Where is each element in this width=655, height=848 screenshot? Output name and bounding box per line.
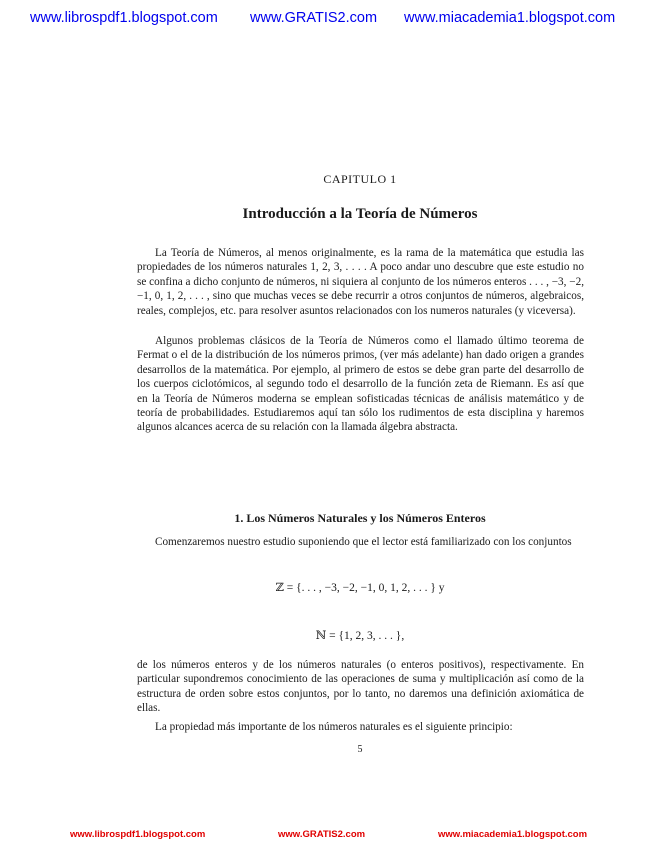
paragraph-operations: de los números enteros y de los números naturales (o enteros positivos), respectivamente. En particular supondremos conocimiento de las operaciones de suma y multiplicación así como de la estructura de orden sobre estos conjuntos, por lo tanto, no daremos una definición axiomática de ellas.: [137, 659, 584, 715]
header-link-librospdf1[interactable]: www.librospdf1.blogspot.com: [30, 10, 218, 26]
footer-link-librospdf1[interactable]: www.librospdf1.blogspot.com: [70, 829, 206, 840]
chapter-label: CAPITULO 1: [323, 172, 397, 186]
paragraph-intro: La Teoría de Números, al menos originalmente, es la rama de la matemática que estudia las propiedades de los números naturales 1, 2, 3, . . . . A poco andar uno descubre que este estudio no se confina a dicho conjunto de números, ni siquiera al conjunto de los números enteros . . . , −3, −2, −1, 0, 1, 2, . . . , sino que muchas veces se debe recurrir a otros conjuntos de números, algebraicos, reales, complejos, etc. para resolver asuntos relacionados con los numeros naturales (y viceversa).: [137, 247, 584, 317]
header-link-miacademia1[interactable]: www.miacademia1.blogspot.com: [404, 10, 616, 26]
formula-naturals: ℕ = {1, 2, 3, . . . },: [315, 630, 405, 642]
header-link-gratis2[interactable]: www.GRATIS2.com: [250, 10, 378, 26]
page-number: 5: [357, 744, 363, 755]
chapter-title: Introducción a la Teoría de Números: [242, 206, 478, 222]
formula-integers: ℤ = {. . . , −3, −2, −1, 0, 1, 2, . . . } y: [275, 582, 445, 594]
header-links: [0, 10, 655, 32]
section-title: 1. Los Números Naturales y los Números Enteros: [234, 511, 486, 525]
footer-link-miacademia1[interactable]: www.miacademia1.blogspot.com: [438, 829, 588, 840]
paragraph-problems: Algunos problemas clásicos de la Teoría de Números como el llamado último teorema de Fermat o el de la distribución de los números primos, (ver más adelante) han dado origen a grandes desarrollos de la matemática. Por ejemplo, al primero de estos se debe gran parte del desarrollo de los cuerpos ciclotómicos, al segundo todo el desarrollo de la función zeta de Riemann. Es así que en la Teoría de Números moderna se emplean sofisticadas técnicas de análisis matemático y de teoría de probabilidades. Estudiaremos aquí tan sólo los rudimentos de esta disciplina y haremos algunos alcances acerca de su relación con la llamada álgebra abstracta.: [137, 335, 584, 434]
footer-links: [0, 829, 655, 843]
paragraph-principle: La propiedad más importante de los números naturales es el siguiente principio:: [155, 721, 513, 733]
paragraph-sets: Comenzaremos nuestro estudio suponiendo que el lector está familiarizado con los conjuntos: [155, 536, 572, 548]
footer-link-gratis2[interactable]: www.GRATIS2.com: [278, 829, 366, 840]
